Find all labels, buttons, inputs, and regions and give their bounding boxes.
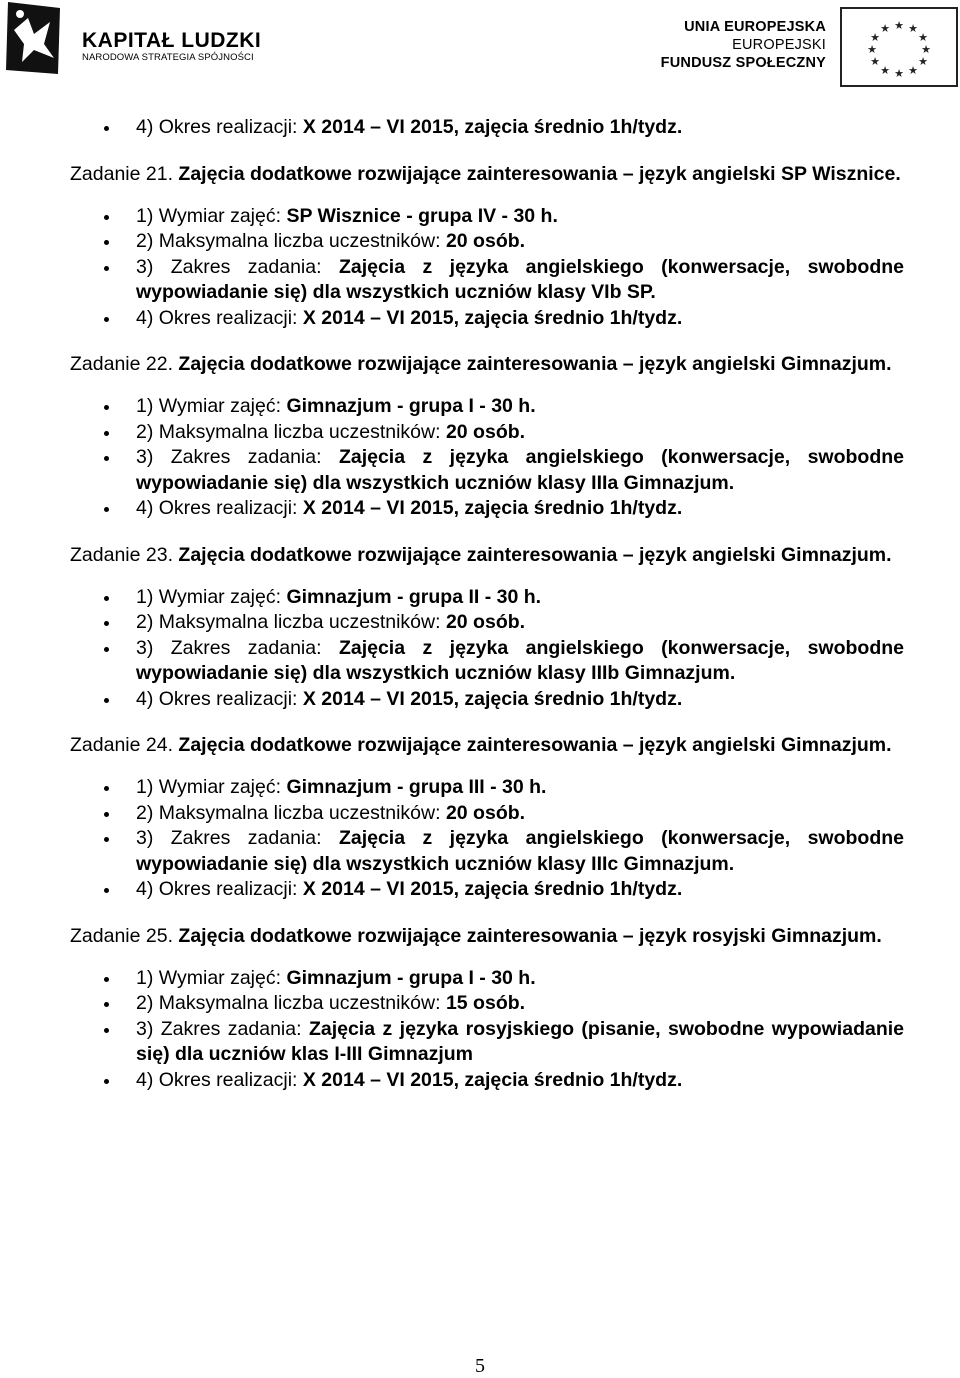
item-value: X 2014 – VI 2015, zajęcia średnio 1h/tydz. <box>302 116 683 138</box>
svg-text:★: ★ <box>880 64 890 77</box>
task-heading <box>70 733 904 758</box>
item-prefix: 4) Okres realizacji: <box>136 116 303 138</box>
item-value: Gimnazjum - grupa III - 30 h. <box>286 776 547 798</box>
document-body <box>70 115 904 1114</box>
svg-text:★: ★ <box>921 43 931 56</box>
svg-text:★: ★ <box>870 55 880 68</box>
item-value: 20 osób. <box>445 420 526 443</box>
task-title: Zajęcia dodatkowe rozwijające zainteresowania – język angielski Gimnazjum. <box>178 543 892 566</box>
eu-flag-icon <box>840 7 958 87</box>
item-prefix: 2) Maksymalna liczba uczestników: <box>136 801 446 824</box>
item-prefix: 4) Okres realizacji: <box>136 687 303 710</box>
item-value: 15 osób. <box>445 992 526 1014</box>
task-title: Zajęcia dodatkowe rozwijające zainteresowania – język angielski Gimnazjum. <box>178 353 892 375</box>
eu-line-3: FUNDUSZ SPOŁECZNY <box>660 55 826 71</box>
task-item-list <box>70 966 904 1094</box>
svg-text:★: ★ <box>908 64 918 77</box>
item-prefix: 3) Zakres zadania: <box>136 827 339 849</box>
task-item-list <box>70 204 904 332</box>
task-heading <box>70 924 904 949</box>
top-item-list <box>70 115 904 141</box>
task-number: Zadanie 21. <box>70 162 179 185</box>
item-prefix: 2) Maksymalna liczba uczestników: <box>136 611 446 633</box>
task-number: Zadanie 24. <box>70 734 179 756</box>
svg-text:★: ★ <box>908 22 918 35</box>
item-prefix: 3) Zakres zadania: <box>136 255 339 278</box>
item-value: 20 osób. <box>445 801 526 824</box>
item-prefix: 1) Wymiar zajęć: <box>136 585 287 608</box>
kapital-ludzki-logo <box>82 30 261 64</box>
svg-text:★: ★ <box>894 67 904 80</box>
list-item <box>70 306 904 332</box>
task-item-list <box>70 585 904 713</box>
item-value: SP Wisznice - grupa IV - 30 h. <box>286 204 558 227</box>
list-item <box>70 204 904 230</box>
item-value: Zajęcia z języka angielskiego (konwersacje, swobodne wypowiadanie się) dla wszystkich uczniów klasy IIIb Gimnazjum. <box>136 636 904 684</box>
task-number: Zadanie 25. <box>70 924 179 947</box>
item-value: X 2014 – VI 2015, zajęcia średnio 1h/tydz. <box>302 687 683 710</box>
task-heading <box>70 162 904 187</box>
list-item <box>70 1017 904 1068</box>
list-item <box>70 775 904 801</box>
list-item <box>70 229 904 255</box>
item-prefix: 2) Maksymalna liczba uczestników: <box>136 420 446 443</box>
task-heading <box>70 352 904 377</box>
svg-text:★: ★ <box>867 43 877 56</box>
list-item <box>70 115 904 141</box>
list-item <box>70 255 904 306</box>
item-prefix: 3) Zakres zadania: <box>136 446 339 468</box>
item-prefix: 1) Wymiar zajęć: <box>136 204 287 227</box>
list-item <box>70 636 904 687</box>
item-prefix: 3) Zakres zadania: <box>136 1017 309 1040</box>
list-item <box>70 1068 904 1094</box>
task-title: Zajęcia dodatkowe rozwijające zainteresowania – język angielski SP Wisznice. <box>178 162 901 185</box>
item-prefix: 4) Okres realizacji: <box>136 1068 303 1091</box>
svg-text:★: ★ <box>918 55 928 68</box>
list-item <box>70 991 904 1017</box>
svg-text:★: ★ <box>918 31 928 44</box>
item-value: X 2014 – VI 2015, zajęcia średnio 1h/tydz. <box>302 1068 683 1091</box>
list-item <box>70 826 904 877</box>
eu-logo-text <box>661 18 826 72</box>
page-header <box>0 0 960 90</box>
item-prefix: 1) Wymiar zajęć: <box>136 776 287 798</box>
task-title: Zajęcia dodatkowe rozwijające zainteresowania – język angielski Gimnazjum. <box>178 734 892 756</box>
item-value: 20 osób. <box>445 230 526 252</box>
task-heading <box>70 543 904 568</box>
item-prefix: 3) Zakres zadania: <box>136 636 339 659</box>
task-number: Zadanie 22. <box>70 353 179 375</box>
item-value: X 2014 – VI 2015, zajęcia średnio 1h/tydz. <box>302 497 683 519</box>
item-value: Zajęcia z języka rosyjskiego (pisanie, swobodne wypowiadanie się) dla uczniów klas I-III Gimnazjum <box>136 1017 904 1065</box>
list-item <box>70 687 904 713</box>
item-prefix: 4) Okres realizacji: <box>136 497 303 519</box>
item-value: Gimnazjum - grupa II - 30 h. <box>286 585 542 608</box>
svg-text:★: ★ <box>894 19 904 32</box>
item-value: Gimnazjum - grupa I - 30 h. <box>286 395 536 417</box>
task-item-list <box>70 394 904 522</box>
eu-line-1: UNIA EUROPEJSKA <box>684 19 826 35</box>
list-item <box>70 445 904 496</box>
item-prefix: 4) Okres realizacji: <box>136 306 303 329</box>
kapital-ludzki-subtitle: NARODOWA STRATEGIA SPÓJNOŚCI <box>82 52 254 63</box>
task-title: Zajęcia dodatkowe rozwijające zainteresowania – język rosyjski Gimnazjum. <box>178 924 882 947</box>
page-number: 5 <box>475 1355 485 1377</box>
eu-line-2: EUROPEJSKI <box>732 37 826 53</box>
task-number: Zadanie 23. <box>70 543 179 566</box>
list-item <box>70 585 904 611</box>
list-item <box>70 801 904 827</box>
kapital-ludzki-emblem-icon <box>4 0 64 78</box>
item-prefix: 4) Okres realizacji: <box>136 878 303 900</box>
item-prefix: 1) Wymiar zajęć: <box>136 966 287 989</box>
list-item <box>70 966 904 992</box>
list-item <box>70 496 904 522</box>
tasks-container <box>70 162 904 1115</box>
item-value: Zajęcia z języka angielskiego (konwersacje, swobodne wypowiadanie się) dla wszystkich uczniów klasy IIIc Gimnazjum. <box>136 827 904 875</box>
item-value: X 2014 – VI 2015, zajęcia średnio 1h/tydz. <box>302 878 683 900</box>
kapital-ludzki-name: KAPITAŁ LUDZKI <box>82 29 262 52</box>
item-prefix: 1) Wymiar zajęć: <box>136 395 287 417</box>
item-value: Gimnazjum - grupa I - 30 h. <box>286 966 536 989</box>
list-item <box>70 877 904 903</box>
item-value: Zajęcia z języka angielskiego (konwersacje, swobodne wypowiadanie się) dla wszystkich uczniów klasy IIIa Gimnazjum. <box>136 446 904 494</box>
item-value: Zajęcia z języka angielskiego (konwersacje, swobodne wypowiadanie się) dla wszystkich uczniów klasy VIb SP. <box>136 255 904 303</box>
list-item <box>70 610 904 636</box>
list-item <box>70 420 904 446</box>
item-value: 20 osób. <box>445 611 526 633</box>
task-item-list <box>70 775 904 903</box>
item-prefix: 2) Maksymalna liczba uczestników: <box>136 230 446 252</box>
item-value: X 2014 – VI 2015, zajęcia średnio 1h/tydz. <box>302 306 683 329</box>
svg-text:★: ★ <box>880 22 890 35</box>
item-prefix: 2) Maksymalna liczba uczestników: <box>136 992 446 1014</box>
list-item <box>70 394 904 420</box>
svg-text:★: ★ <box>870 31 880 44</box>
